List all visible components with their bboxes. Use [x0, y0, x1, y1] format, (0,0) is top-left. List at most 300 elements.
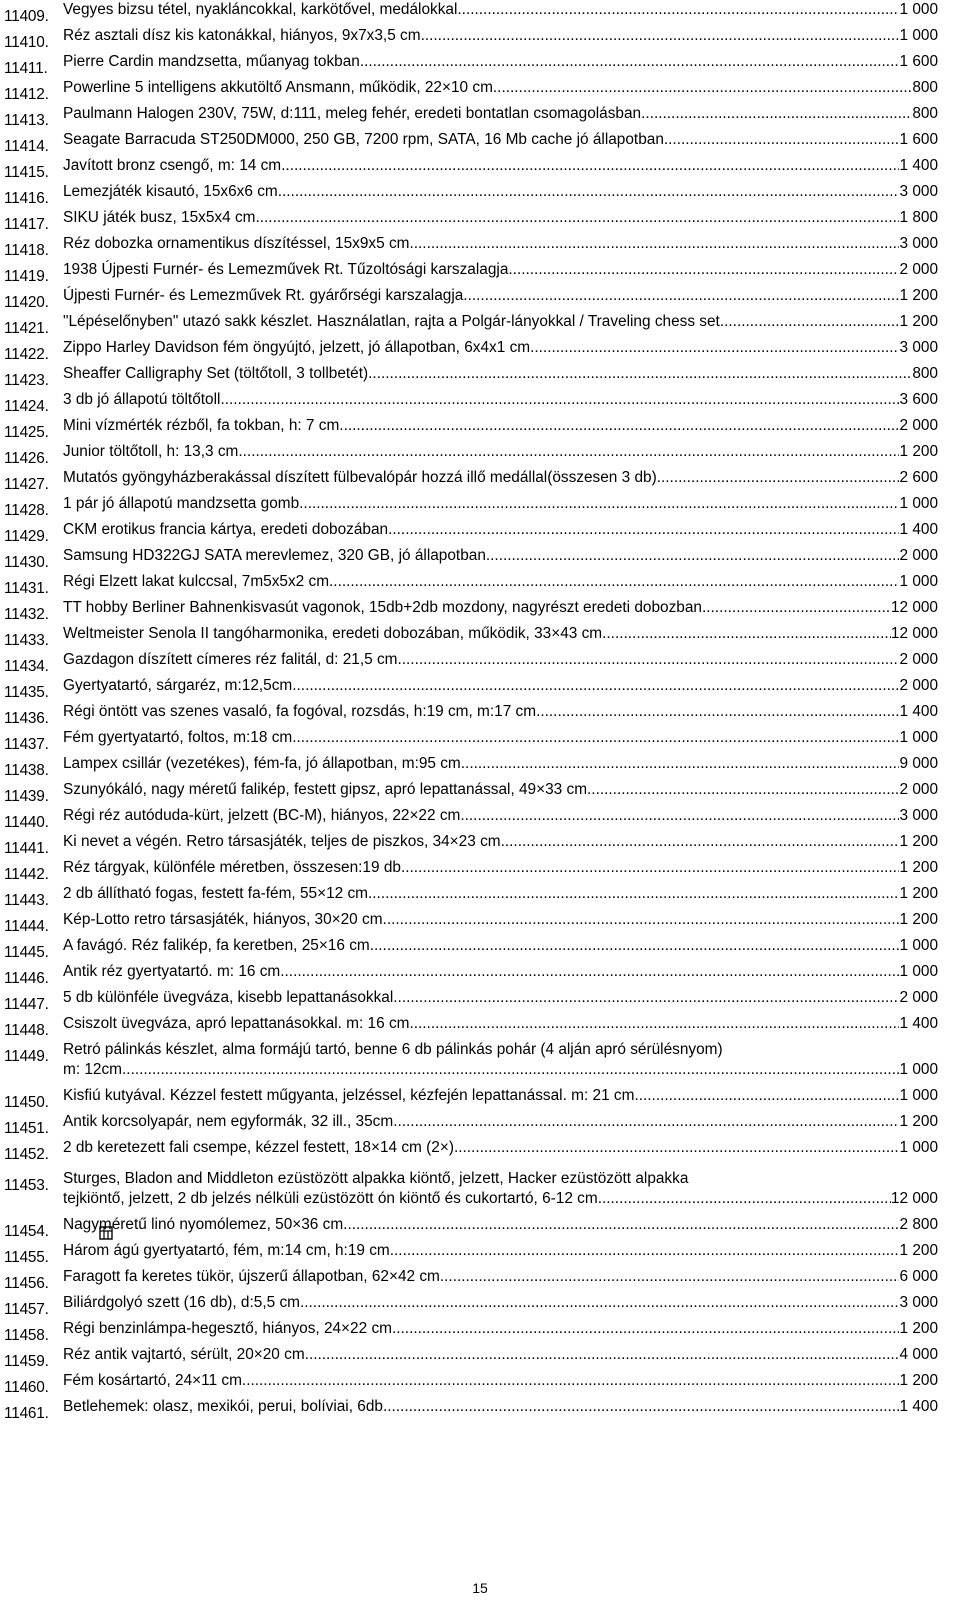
item-description: [63, 1014, 938, 1034]
item-number: 11450.: [4, 1094, 49, 1111]
item-description: [63, 728, 938, 748]
list-item: [0, 468, 960, 494]
item-description: [63, 780, 938, 800]
item-number: 11410.: [4, 34, 49, 51]
description-text: Réz asztali dísz kis katonákkal, hiányos, 9x7x3,5 cm: [63, 27, 421, 44]
description-text: Powerline 5 intelligens akkutöltő Ansmann, működik, 22×10 cm: [63, 79, 493, 96]
list-item: [0, 1319, 960, 1345]
description-text: Gyertyatartó, sárgaréz, m:12,5cm.: [63, 677, 297, 694]
dot-leader: [461, 754, 900, 774]
item-price: 1 400: [899, 521, 938, 538]
dot-leader: [501, 832, 900, 852]
list-item: [0, 1112, 960, 1138]
list-item: [0, 416, 960, 442]
list-item: [0, 286, 960, 312]
description-line: [63, 442, 938, 462]
description-line: [63, 468, 938, 488]
description-text: m: 12cm: [63, 1061, 123, 1078]
list-item: [0, 1215, 960, 1241]
item-number: 11422.: [4, 346, 49, 363]
item-price: 3 000: [899, 807, 938, 824]
item-description: [63, 130, 938, 150]
description-text: 1 pár jó állapotú mandzsetta gomb: [63, 495, 300, 512]
item-number: 11459.: [4, 1353, 49, 1370]
description-line: [63, 650, 938, 670]
item-description: [63, 286, 938, 306]
description-text: 1938 Újpesti Furnér- és Lemezművek Rt. Tűzoltósági karszalagja.: [63, 261, 513, 278]
item-number: 11411.: [4, 60, 48, 77]
item-price: 1 200: [899, 885, 938, 902]
item-price: 1 400: [899, 703, 938, 720]
item-number: 11434.: [4, 658, 49, 675]
list-item: [0, 78, 960, 104]
dot-leader: [401, 858, 900, 878]
item-price: 1 400: [899, 1398, 938, 1415]
description-text: Réz tárgyak, különféle méretben, összesen:19 db: [63, 859, 401, 876]
description-line: [63, 988, 938, 1008]
item-number: 11452.: [4, 1146, 49, 1163]
list-item: [0, 494, 960, 520]
item-number: 11435.: [4, 684, 49, 701]
list-item: [0, 520, 960, 546]
description-line: [63, 520, 938, 540]
dot-leader: [281, 156, 899, 176]
description-line: [63, 1112, 938, 1132]
item-description: [63, 624, 938, 644]
description-line: [63, 780, 938, 800]
list-item: [0, 208, 960, 234]
item-description: [63, 78, 938, 98]
dot-leader: [360, 52, 900, 72]
item-number: 11456.: [4, 1275, 49, 1292]
item-price: 3 000: [899, 183, 938, 200]
item-description: [63, 702, 938, 722]
dot-leader: [720, 312, 900, 332]
list-item: [0, 234, 960, 260]
description-text: Lampex csillár (vezetékes), fém-fa, jó állapotban, m:95 cm: [63, 755, 461, 772]
item-price: 12 000: [890, 625, 938, 642]
item-price: 1 600: [899, 131, 938, 148]
item-price: 1 800: [899, 209, 938, 226]
item-price: 1 000: [899, 27, 938, 44]
description-text: Újpesti Furnér- és Lemezművek Rt. gyárőrségi karszalagja.: [63, 287, 468, 304]
description-text: SIKU játék busz, 15x5x4 cm: [63, 209, 256, 226]
description-line: [63, 676, 938, 696]
item-description: [63, 364, 938, 384]
item-description: [63, 234, 938, 254]
dot-leader: [409, 234, 899, 254]
item-description: [63, 520, 938, 540]
dot-leader: [414, 1014, 900, 1034]
item-price: 1 200: [899, 833, 938, 850]
item-description: [63, 208, 938, 228]
item-description: [63, 1169, 938, 1209]
item-description: [63, 1138, 938, 1158]
item-price: 1 000: [899, 1061, 938, 1078]
item-price: 3 600: [899, 391, 938, 408]
description-line: [63, 806, 938, 826]
dot-leader: [657, 468, 900, 488]
list-item: [0, 1040, 960, 1086]
item-description: [63, 962, 938, 982]
item-description: [63, 546, 938, 566]
item-description: [63, 52, 938, 72]
list-item: [0, 1014, 960, 1040]
list-item: [0, 1267, 960, 1293]
item-price: 1 200: [899, 859, 938, 876]
list-item: [0, 702, 960, 728]
dot-leader: [388, 520, 899, 540]
list-item: [0, 1138, 960, 1169]
item-price: 1 000: [899, 729, 938, 746]
dot-leader: [440, 1267, 900, 1287]
item-description: [63, 26, 938, 46]
item-price: 1 400: [899, 1015, 938, 1032]
item-description: [63, 338, 938, 358]
description-line: [63, 754, 938, 774]
item-price: 1 200: [899, 1372, 938, 1389]
dot-leader: [300, 1293, 900, 1313]
item-number: 11447.: [4, 996, 49, 1013]
item-price: 1 000: [899, 963, 938, 980]
item-price: 9 000: [899, 755, 938, 772]
item-price: 1 000: [899, 495, 938, 512]
item-price: 1 200: [899, 911, 938, 928]
description-line: [63, 1138, 938, 1158]
description-text: Gazdagon díszített címeres réz falitál, d: 21,5 cm: [63, 651, 398, 668]
dot-leader: [639, 1086, 900, 1106]
page-number: 15: [472, 1580, 488, 1596]
description-line: [63, 936, 938, 956]
description-text: Fém gyertyatartó, foltos, m:18 cm: [63, 729, 293, 746]
description-line: [63, 494, 938, 514]
list-item: [0, 390, 960, 416]
item-price: 2 000: [899, 261, 938, 278]
list-item: [0, 52, 960, 78]
dot-leader: [421, 26, 900, 46]
item-description: [63, 1371, 938, 1391]
description-line: [63, 1267, 938, 1287]
dot-leader: [602, 624, 891, 644]
description-line: [63, 546, 938, 566]
description-line: [63, 1189, 938, 1209]
dot-leader: [368, 364, 912, 384]
description-line: [63, 364, 938, 384]
description-line: [63, 598, 938, 618]
description-line: [63, 260, 938, 280]
list-item: [0, 26, 960, 52]
item-description: [63, 598, 938, 618]
item-number: 11454.: [4, 1223, 49, 1240]
description-line: [63, 26, 938, 46]
description-line: [63, 624, 938, 644]
list-item: [0, 1397, 960, 1423]
dot-leader: [454, 1138, 900, 1158]
dot-leader: [255, 208, 899, 228]
list-item: [0, 832, 960, 858]
description-text: Seagate Barracuda ST250DM000, 250 GB, 7200 rpm, SATA, 16 Mb cache jó állapotban.: [63, 131, 669, 148]
item-number: 11412.: [4, 86, 49, 103]
dot-leader: [398, 988, 900, 1008]
item-price: 2 000: [899, 989, 938, 1006]
list-item: [0, 1241, 960, 1267]
item-price: 1 200: [899, 287, 938, 304]
dot-leader: [493, 78, 912, 98]
description-text: A favágó. Réz falikép, fa keretben, 25×16 cm: [63, 937, 370, 954]
description-text: Junior töltőtoll, h: 13,3 cm: [63, 443, 239, 460]
item-price: 1 200: [899, 313, 938, 330]
description-line: [63, 1371, 938, 1391]
description-line: [63, 0, 938, 20]
description-text: Régi benzinlámpa-hegesztő, hiányos, 24×22 cm: [63, 1320, 392, 1337]
description-line: [63, 130, 938, 150]
description-text: Ki nevet a végén. Retro társasjáték, teljes de piszkos, 34×23 cm: [63, 833, 501, 850]
item-number: 11432.: [4, 606, 49, 623]
description-text: Sturges, Bladon and Middleton ezüstözött alpakka kiöntő, jelzett, Hacker ezüstözött alpakka: [63, 1170, 689, 1187]
dot-leader: [309, 1345, 900, 1365]
item-number: 11431.: [4, 580, 49, 597]
item-description: [63, 910, 938, 930]
description-text: Pierre Cardin mandzsetta, műanyag tokban: [63, 53, 360, 70]
description-line: [63, 1319, 938, 1339]
dot-leader: [668, 130, 899, 150]
item-number: 11457.: [4, 1301, 49, 1318]
description-text: Antik korcsolyapár, nem egyformák, 32 ill., 35cm: [63, 1113, 394, 1130]
description-text: CKM erotikus francia kártya, eredeti dobozában: [63, 521, 389, 538]
list-item: [0, 676, 960, 702]
description-text: Régi réz autóduda-kürt, jelzett (BC-M), hiányos, 22×22 cm: [63, 807, 461, 824]
dot-leader: [383, 1397, 900, 1417]
description-text: Réz antik vajtartó, sérült, 20×20 cm.: [63, 1346, 309, 1363]
list-item: [0, 624, 960, 650]
item-description: [63, 1319, 938, 1339]
list-item: [0, 0, 960, 26]
list-item: [0, 988, 960, 1014]
description-line: [63, 1345, 938, 1365]
item-description: [63, 806, 938, 826]
description-text: 5 db különféle üvegváza, kisebb lepattanásokkal.: [63, 989, 398, 1006]
dot-leader: [292, 728, 899, 748]
item-price: 1 200: [899, 1320, 938, 1337]
item-description: [63, 1241, 938, 1261]
list-item: [0, 260, 960, 286]
description-line: [63, 1060, 938, 1080]
item-description: [63, 260, 938, 280]
description-text: Faragott fa keretes tükör, újszerű állapotban, 62×42 cm: [63, 1268, 440, 1285]
item-description: [63, 988, 938, 1008]
item-price: 12 000: [890, 599, 938, 616]
item-price: 1 000: [899, 1139, 938, 1156]
description-text: Samsung HD322GJ SATA merevlemez, 320 GB, jó állapotban.: [63, 547, 491, 564]
item-description: [63, 104, 938, 124]
item-price: 1 000: [899, 573, 938, 590]
item-number: 11458.: [4, 1327, 49, 1344]
list-item: [0, 156, 960, 182]
item-price: 3 000: [899, 339, 938, 356]
description-text: Javított bronz csengő, m: 14 cm: [63, 157, 282, 174]
item-price: 1 000: [899, 1087, 938, 1104]
item-description: [63, 1345, 938, 1365]
list-item: [0, 650, 960, 676]
item-description: [63, 1112, 938, 1132]
item-number: 11421.: [4, 320, 49, 337]
item-number: 11433.: [4, 632, 49, 649]
item-description: [63, 936, 938, 956]
item-number: 11425.: [4, 424, 49, 441]
dot-leader: [122, 1060, 899, 1080]
item-number: 11441.: [4, 840, 49, 857]
description-text: 2 db állítható fogas, festett fa-fém, 55×12 cm: [63, 885, 368, 902]
list-item: [0, 754, 960, 780]
description-text: Betlehemek: olasz, mexikói, perui, bolíviai, 6db: [63, 1398, 383, 1415]
item-number: 11430.: [4, 554, 49, 571]
item-number: 11418.: [4, 242, 49, 259]
description-line: [63, 1215, 938, 1235]
list-item: [0, 546, 960, 572]
dot-leader: [457, 0, 899, 20]
dot-leader: [280, 962, 899, 982]
item-number: 11461.: [4, 1405, 49, 1422]
dot-leader: [390, 1241, 900, 1261]
description-text: Vegyes bizsu tétel, nyakláncokkal, karkötővel, medálokkal: [63, 1, 458, 18]
description-line: [63, 858, 938, 878]
item-description: [63, 182, 938, 202]
item-number: 11460.: [4, 1379, 49, 1396]
list-item: [0, 936, 960, 962]
description-line: [63, 182, 938, 202]
description-text: Mutatós gyöngyházberakással díszített fülbevalópár hozzá illő medállal(összesen 3 db): [63, 469, 657, 486]
description-line: [63, 286, 938, 306]
description-line: [63, 572, 938, 592]
dot-leader: [392, 1319, 900, 1339]
description-line: [63, 1397, 938, 1417]
description-line: [63, 338, 938, 358]
description-text: Paulmann Halogen 230V, 75W, d:111, meleg fehér, eredeti bontatlan csomagolásban: [63, 105, 642, 122]
dot-leader: [598, 1189, 891, 1209]
list-item: [0, 442, 960, 468]
description-text: "Lépéselőnyben" utazó sakk készlet. Használatlan, rajta a Polgár-lányokkal / Traveling chess set: [63, 313, 720, 330]
item-number: 11429.: [4, 528, 49, 545]
item-price: 800: [912, 79, 938, 96]
list-item: [0, 338, 960, 364]
item-price: 6 000: [899, 1268, 938, 1285]
description-line: [63, 312, 938, 332]
dot-leader: [587, 780, 899, 800]
list-item: [0, 182, 960, 208]
list-item: [0, 598, 960, 624]
item-number: 11445.: [4, 944, 49, 961]
item-number: 11437.: [4, 736, 49, 753]
item-price: 2 000: [899, 651, 938, 668]
dot-leader: [370, 936, 900, 956]
description-text: Csiszolt üvegváza, apró lepattanásokkal. m: 16 cm.: [63, 1015, 414, 1032]
dot-leader: [329, 572, 899, 592]
item-description: [63, 0, 938, 20]
item-price: 2 000: [899, 547, 938, 564]
item-price: 1 200: [899, 443, 938, 460]
description-text: 3 db jó állapotú töltőtoll: [63, 391, 221, 408]
list-item: [0, 806, 960, 832]
item-price: 3 000: [899, 1294, 938, 1311]
dot-leader: [468, 286, 900, 306]
dot-leader: [368, 884, 899, 904]
item-description: [63, 858, 938, 878]
item-price: 1 000: [899, 1, 938, 18]
item-price: 800: [912, 105, 938, 122]
dot-leader: [530, 338, 899, 358]
list-item: [0, 1293, 960, 1319]
description-text: Kisfiú kutyával. Kézzel festett műgyanta, jelzéssel, kézfején lepattanással. m: 21 cm.: [63, 1087, 639, 1104]
item-number: 11440.: [4, 814, 49, 831]
description-line: [63, 104, 938, 124]
description-text: Fém kosártartó, 24×11 cm: [63, 1372, 242, 1389]
item-number: 11438.: [4, 762, 49, 779]
list-item: [0, 962, 960, 988]
description-line: [63, 832, 938, 852]
description-line: [63, 1014, 938, 1034]
dot-leader: [238, 442, 899, 462]
description-line: [63, 702, 938, 722]
dot-leader: [397, 650, 899, 670]
item-description: [63, 416, 938, 436]
dot-leader: [220, 390, 899, 410]
dot-leader: [393, 1112, 899, 1132]
description-line: [63, 156, 938, 176]
list-item: [0, 572, 960, 598]
item-description: [63, 572, 938, 592]
description-line: [63, 208, 938, 228]
grid-mark-icon: [99, 1226, 113, 1240]
description-text: Weltmeister Senola II tangóharmonika, eredeti dobozában, működik, 33×43 cm: [63, 625, 603, 642]
item-description: [63, 1215, 938, 1235]
list-item: [0, 104, 960, 130]
description-text: Réz dobozka ornamentikus díszítéssel, 15x9x5 cm: [63, 235, 410, 252]
item-number: 11428.: [4, 502, 49, 519]
description-line: [63, 234, 938, 254]
description-text: Biliárdgolyó szett (16 db), d:5,5 cm: [63, 1294, 300, 1311]
item-price: 1 600: [899, 53, 938, 70]
item-number: 11443.: [4, 892, 49, 909]
description-text: Kép-Lotto retro társasjáték, hiányos, 30×20 cm.: [63, 911, 387, 928]
description-text: Szunyókáló, nagy méretű falikép, festett gipsz, apró lepattanással, 49×33 cm: [63, 781, 588, 798]
dot-leader: [513, 260, 900, 280]
description-text: Retró pálinkás készlet, alma formájú tartó, benne 6 db pálinkás pohár (4 alján apró sérülésnyom): [63, 1041, 723, 1058]
dot-leader: [641, 104, 912, 124]
item-description: [63, 1040, 938, 1080]
dot-leader: [297, 676, 900, 696]
item-description: [63, 1293, 938, 1313]
item-number: 11426.: [4, 450, 49, 467]
item-price: 1 400: [899, 157, 938, 174]
item-number: 11451.: [4, 1120, 49, 1137]
description-text: Antik réz gyertyatartó. m: 16 cm: [63, 963, 281, 980]
description-text: tejkiöntő, jelzett, 2 db jelzés nélküli ezüstözött ón kiöntő és cukortartó, 6-12 cm: [63, 1190, 598, 1207]
item-number: 11423.: [4, 372, 49, 389]
item-price: 800: [912, 365, 938, 382]
list-item: [0, 312, 960, 338]
description-text: Zippo Harley Davidson fém öngyújtó, jelzett, jó állapotban, 6x4x1 cm: [63, 339, 531, 356]
list-item: [0, 1086, 960, 1112]
item-price: 2 800: [899, 1216, 938, 1233]
item-price: 2 000: [899, 677, 938, 694]
item-description: [63, 468, 938, 488]
description-text: Mini vízmérték rézből, fa tokban, h: 7 cm.: [63, 417, 344, 434]
description-line: [63, 78, 938, 98]
list-item: [0, 780, 960, 806]
dot-leader: [387, 910, 900, 930]
item-price: 2 600: [899, 469, 938, 486]
item-number: 11442.: [4, 866, 49, 883]
